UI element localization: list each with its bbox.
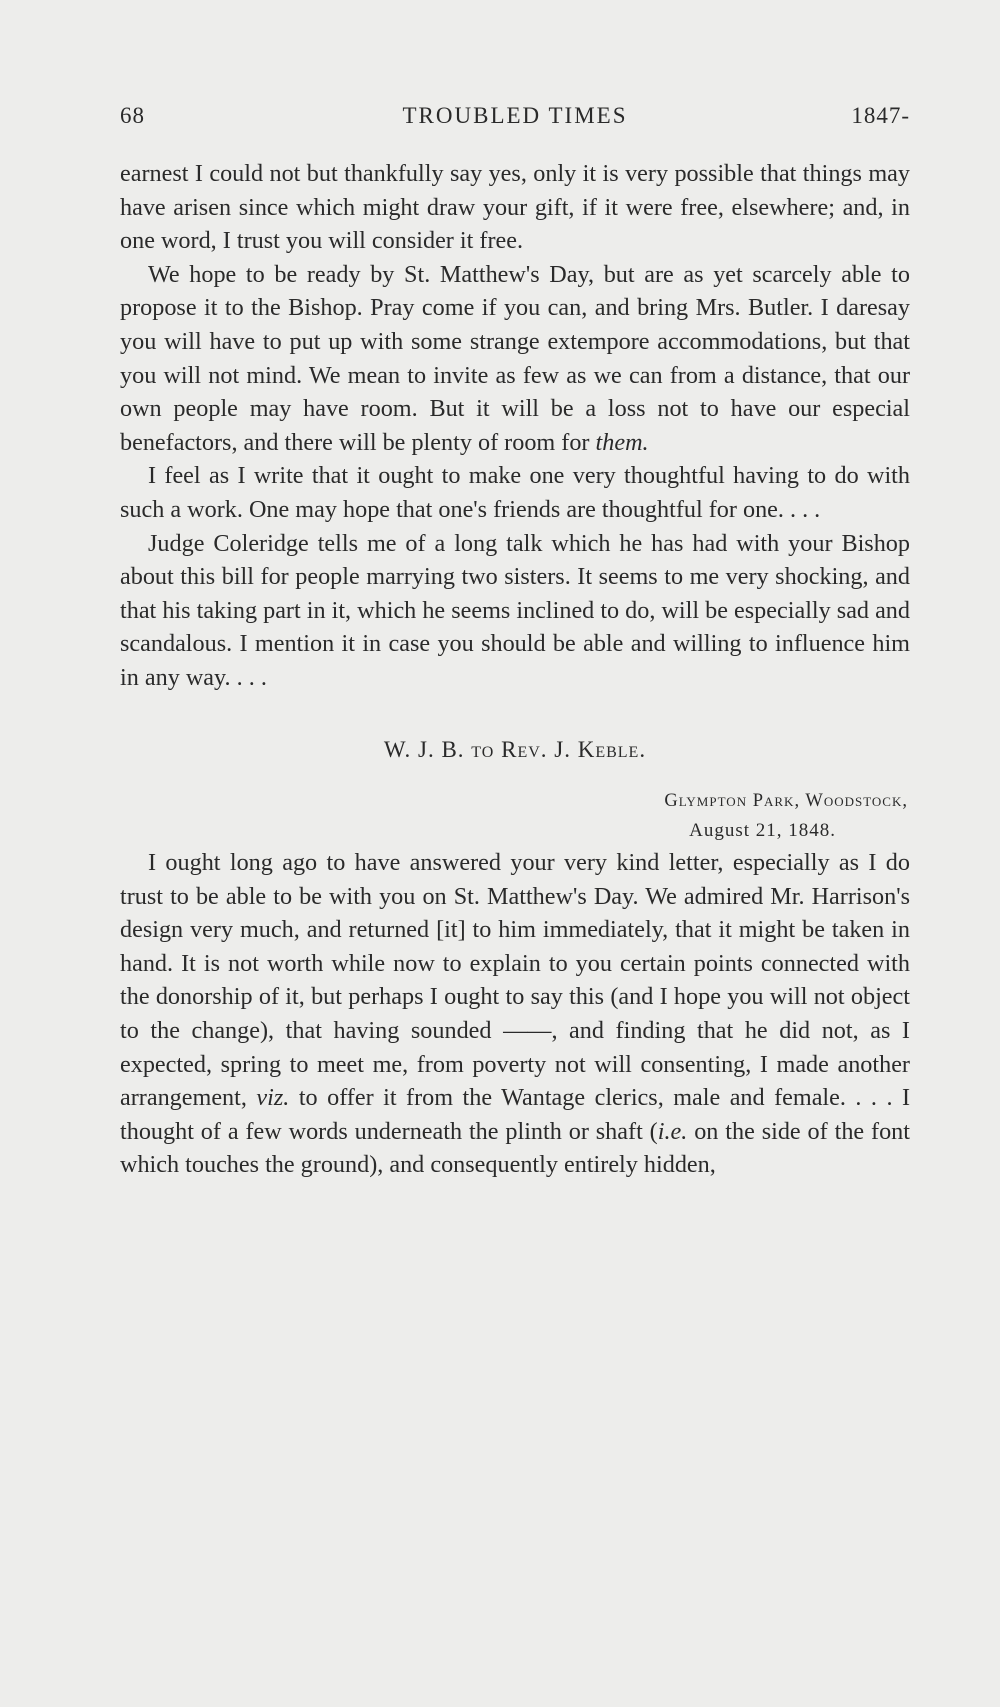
running-head: [120, 95, 910, 135]
paragraph: [120, 527, 910, 695]
page-number: 68: [120, 103, 145, 128]
paragraph-text: earnest I could not but thankfully say yes, only it is very possible that things may have arisen since which might draw your gift, if it were free, elsewhere; and, in one word, I trust you will consider it free.: [120, 160, 910, 255]
paragraph-text: We hope to be ready by St. Matthew's Day, but are as yet scarcely able to propose it to the Bishop. Pray come if you can, and bring Mrs. Butler. I daresay you will have to put up with some strange extempore accommodations, but that you will not mind. We mean to invite as few as we can from a distance, that our own people may have room. But it will be a loss not to have our especial benefactors, and there will be plenty of room for: [120, 260, 910, 456]
running-year: 1847-: [851, 103, 910, 128]
paragraph-text: I feel as I write that it ought to make one very thoughtful having to do with such a work. One may hope that one's friends are thoughtful for one. . . .: [120, 462, 910, 523]
emphasis-text: them.: [595, 428, 649, 456]
letter-text: to offer it from the Wantage clerics, male and female. . . . I thought of a few words underneath the plinth or shaft (: [120, 1084, 911, 1145]
paragraph: [120, 459, 910, 526]
running-title: TROUBLED TIMES: [402, 103, 628, 128]
address-date: August 21, 1848.: [689, 820, 836, 842]
paragraph-text: Judge Coleridge tells me of a long talk which he has had with your Bishop about this bill for people marrying two sisters. It seems to me very shocking, and that his taking part in it, which he seems inclined to do, will be especially sad and scandalous. I mention it in case you should be able and willing to influence him in any way. . . .: [120, 529, 910, 691]
letter-address: [120, 786, 910, 846]
address-place: Glympton Park, Woodstock,: [664, 791, 908, 812]
emphasis-viz: viz.: [256, 1084, 290, 1112]
paragraph: [120, 258, 910, 460]
letter-heading: W. J. B. to Rev. J. Keble.: [383, 736, 647, 762]
letter-text: I ought long ago to have answered your very kind letter, especially as I do trust to be able to be with you on St. Matthew's Day. We admired Mr. Harrison's design very much, and returned [it] to him immediately, that it might be taken in hand. It is not worth while now to explain to you certain points connected with the donorship of it, but perhaps I ought to say this (and I hope you will not object to the change), that having sounded ——, and finding that he did not, as I expected, spring to meet me, from poverty not will consenting, I made another arrangement,: [120, 849, 910, 1112]
paragraph: [120, 157, 910, 258]
letter-text: on the side of the font which touches the ground), and consequently entirely hidden,: [120, 1117, 910, 1179]
main-text: [120, 157, 910, 1182]
letter-paragraph: [120, 846, 910, 1182]
book-page: [120, 95, 910, 1182]
emphasis-ie: i.e.: [657, 1117, 688, 1145]
